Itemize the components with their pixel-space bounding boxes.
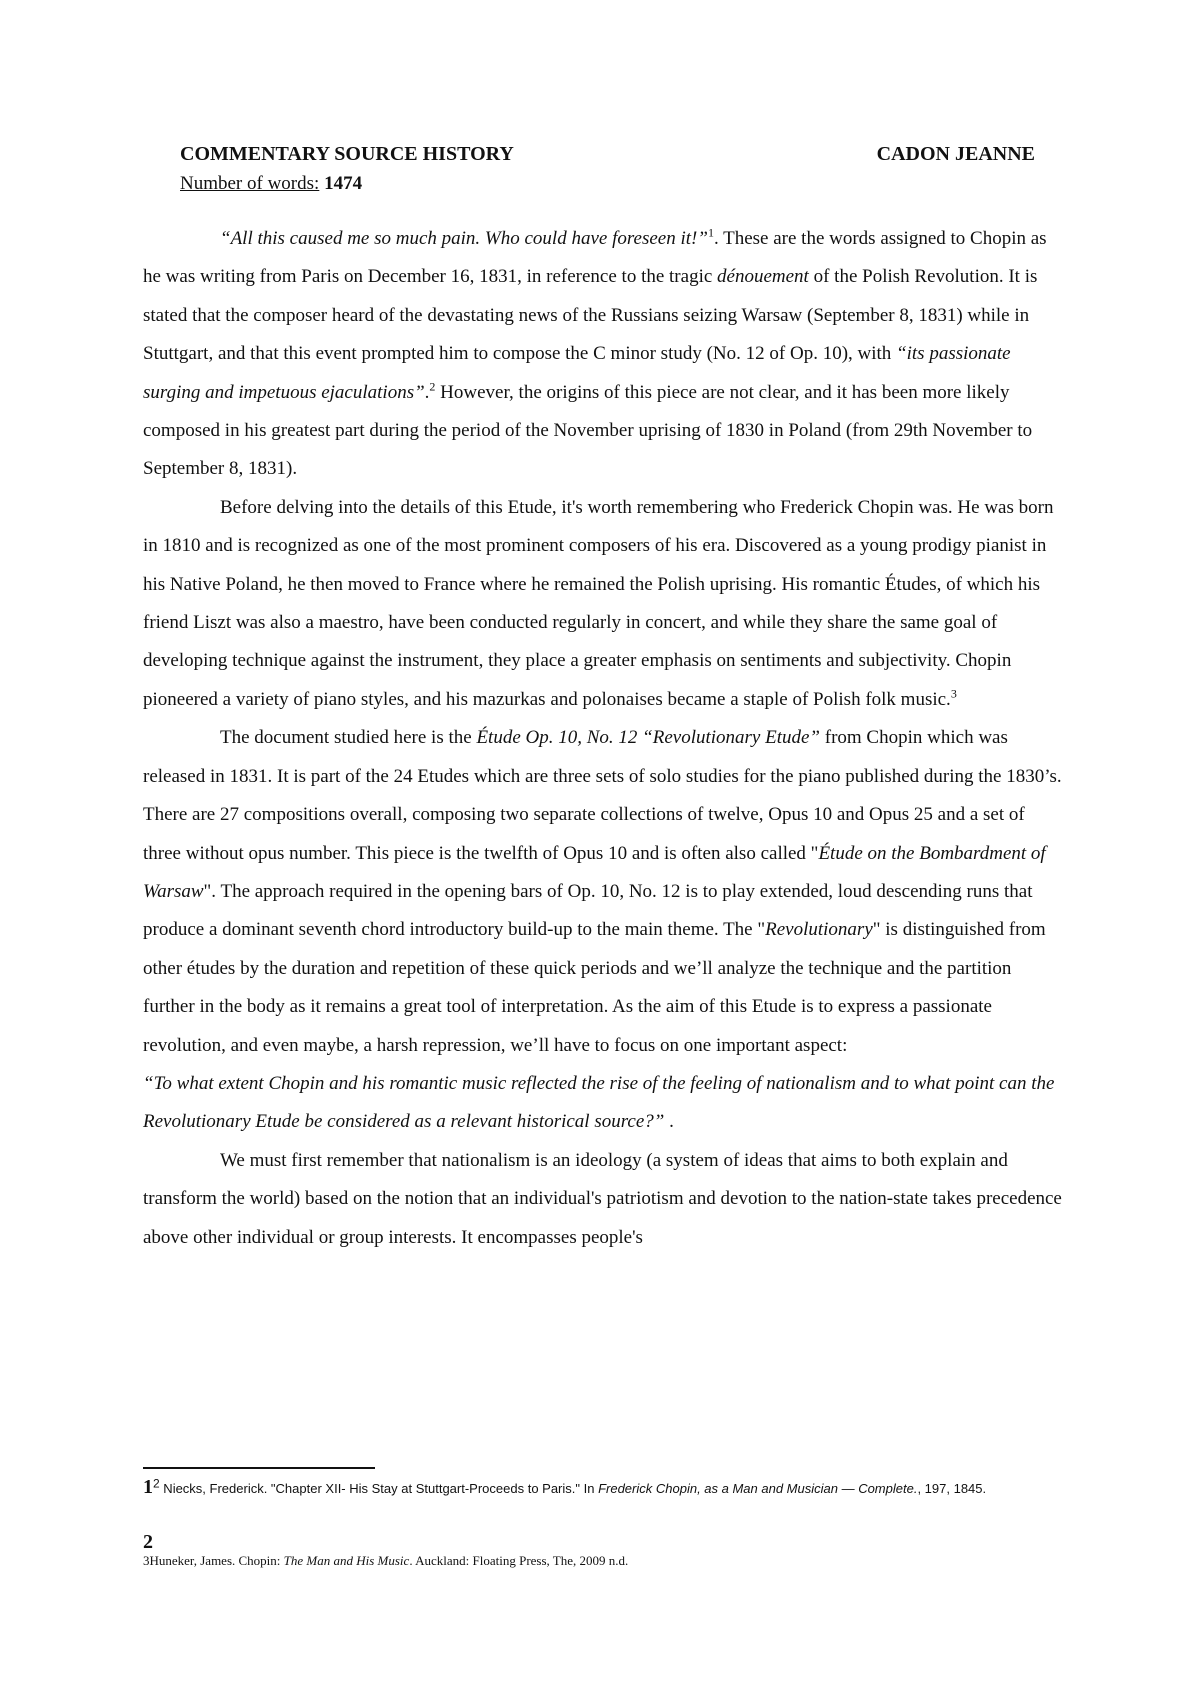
paragraph-3 (143, 719, 1063, 1065)
paragraph-3-text-c: ". The approach required in the opening bars of Op. 10, No. 12 is to play extended, loud descending runs that produce a dominant seventh chord introductory build-up to the main theme. The " (143, 880, 1033, 941)
footnote-separator (143, 1467, 375, 1469)
word-count-value: 1474 (324, 173, 363, 194)
footnote-1-number: 1 (143, 1476, 153, 1498)
research-question-text: “To what extent Chopin and his romantic music reflected the rise of the feeling of nationalism and to what point can the Revolutionary Etude be considered as a relevant historical source?” (143, 1072, 1055, 1133)
footnote-ref-3: 3 (950, 686, 957, 701)
paragraph-1-italic-b: “its passionate surging and impetuous ejaculations” (143, 343, 1011, 403)
document-title: COMMENTARY SOURCE HISTORY (180, 143, 514, 165)
footnote-3 (143, 1552, 628, 1570)
paragraph-5 (143, 1142, 1063, 1257)
paragraph-1-text-d: However, the origins of this piece are not clear, and it has been more likely composed in his greatest part during the period of the November uprising of 1830 in Poland (from 29th November to September 8, 1831). (143, 381, 1033, 480)
paragraph-1-text-c: . (424, 381, 430, 403)
paragraph-3-italic-c: Revolutionary (765, 919, 873, 941)
footnote-1-tail: , 197, 1845. (917, 1481, 987, 1496)
paragraph-2-text: Before delving into the details of this Etude, it's worth remembering who Frederick Chopin was. He was born in 1810 and is recognized as one of the most prominent composers of his era. Discovered as a young prodigy pianist in his Native Poland, he then moved to France where he remained the Polish uprising. His romantic Études, of which his friend Liszt was also a maestro, have been conducted regularly in concert, and while they share the same goal of developing technique against the instrument, they place a greater emphasis on sentiments and subjectivity. Chopin pioneered a variety of piano styles, and his mazurkas and polonaises became a staple of Polish folk music. (143, 496, 1054, 710)
footnote-3-tail: . Auckland: Floating Press, The, 2009 n.d. (409, 1553, 629, 1568)
paragraph-1-italic-a: dénouement (717, 266, 809, 288)
research-question-tail: . (664, 1111, 674, 1133)
footnote-1-sup: 2 (153, 1476, 160, 1491)
footnote-3-text: Huneker, James. Chopin: (149, 1553, 284, 1568)
footnote-3-italic: The Man and His Music (283, 1553, 410, 1568)
paragraph-3-text-a: The document studied here is the (220, 727, 477, 749)
opening-quote: “All this caused me so much pain. Who could have foreseen it!” (220, 228, 708, 249)
footnote-2 (143, 1533, 153, 1553)
word-count (180, 173, 362, 195)
paragraph-3-text-b: from Chopin which was released in 1831. It is part of the 24 Etudes which are three sets of solo studies for the piano published during the 1830’s. There are 27 compositions overall, composing two separate collections of twelve, Opus 10 and Opus 25 and a set of three without opus number. This piece is the twelfth of Opus 10 and is often also called " (143, 727, 1062, 864)
document-body (143, 220, 1063, 1257)
paragraph-3-italic-b: Étude on the Bombardment of Warsaw (143, 842, 1046, 902)
paragraph-3-text-d: " is distinguished from other études by the duration and repetition of these quick periods and we’ll analyze the technique and the partition further in the body as it remains a great tool of interpretation. As the aim of this Etude is to express a passionate revolution, and even maybe, a harsh repression, we’ll have to focus on one important aspect: (143, 919, 1046, 1056)
paragraph-5-text: We must first remember that nationalism is an ideology (a system of ideas that aims to both explain and transform the world) based on the notion that an individual's patriotism and devotion to the nation-state takes precedence above other individual or group interests. It encompasses people's (143, 1149, 1062, 1248)
paragraph-1 (143, 220, 1063, 489)
footnote-1-italic: Frederick Chopin, as a Man and Musician — Complete. (598, 1481, 918, 1496)
footnote-1-text: Niecks, Frederick. "Chapter XII- His Stay at Stuttgart-Proceeds to Paris." In (159, 1481, 599, 1496)
paragraph-3-italic-a: Étude Op. 10, No. 12 “Revolutionary Etude” (476, 727, 820, 749)
paragraph-2 (143, 489, 1063, 719)
footnote-2-number: 2 (143, 1531, 153, 1553)
footnote-3-number: 3 (143, 1553, 150, 1568)
research-question (143, 1065, 1063, 1142)
author-name: CADON JEANNE (876, 143, 1035, 165)
paragraph-1-text-b: of the Polish Revolution. It is stated that the composer heard of the devastating news of the Russians seizing Warsaw (September 8, 1831) while in Stuttgart, and that this event prompted him to compose the C minor study (No. 12 of Op. 10), with (143, 266, 1038, 365)
footnote-ref-2: 2 (429, 379, 436, 394)
footnote-ref-1: 1 (707, 225, 714, 240)
paragraph-1-text-a: . These are the words assigned to Chopin as he was writing from Paris on December 16, 1831, in reference to the tragic (143, 228, 1047, 288)
word-count-label: Number of words: (180, 173, 320, 194)
footnote-1 (143, 1478, 1063, 1498)
document-header (180, 143, 1035, 173)
